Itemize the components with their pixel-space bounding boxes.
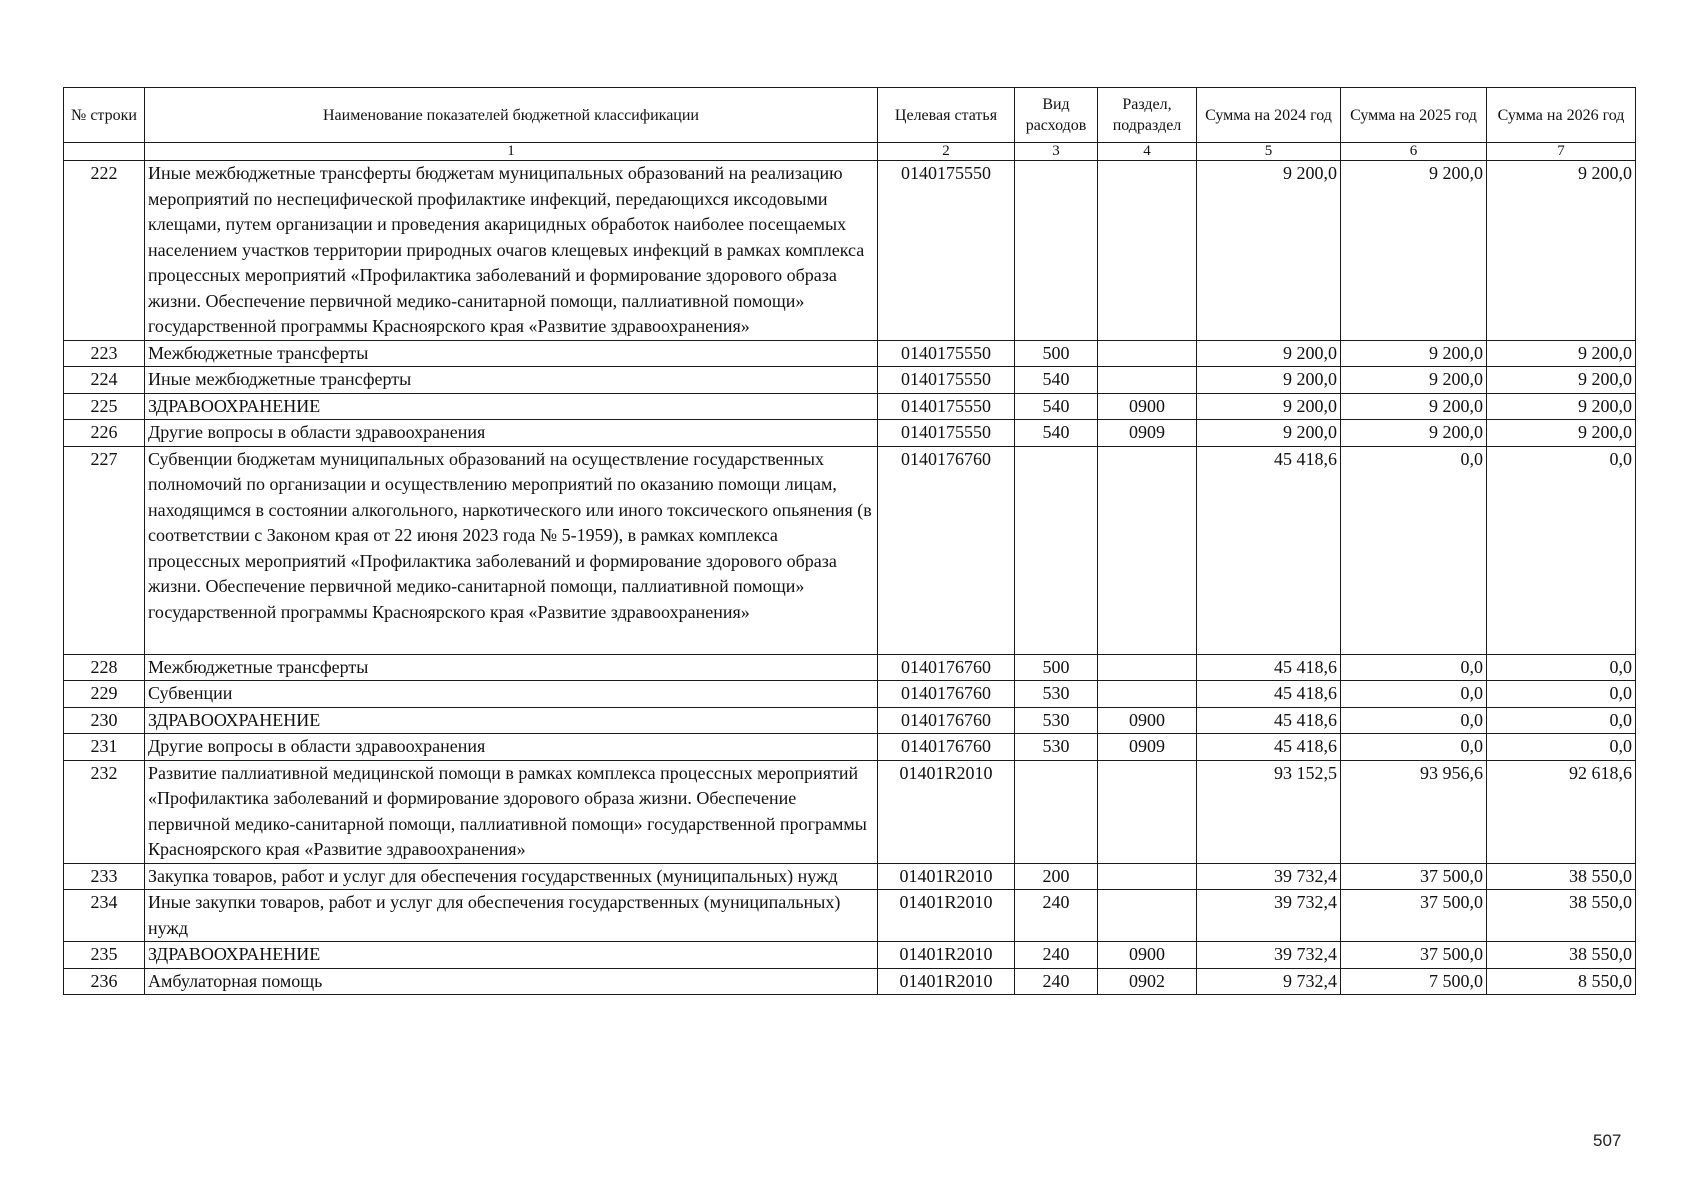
row-number-cell: 235 bbox=[64, 942, 145, 969]
sum-2026-cell: 9 200,0 bbox=[1487, 367, 1636, 394]
sum-2026-cell: 9 200,0 bbox=[1487, 161, 1636, 341]
column-number: 6 bbox=[1341, 143, 1487, 161]
row-number-cell: 236 bbox=[64, 968, 145, 995]
row-number-cell: 224 bbox=[64, 367, 145, 394]
sum-2025-cell: 0,0 bbox=[1341, 681, 1487, 708]
header-indicator-name: Наименование показателей бюджетной классификации bbox=[145, 88, 878, 143]
section-cell bbox=[1098, 681, 1197, 708]
sum-2026-cell: 0,0 bbox=[1487, 734, 1636, 761]
sum-2025-cell: 37 500,0 bbox=[1341, 863, 1487, 890]
section-cell: 0909 bbox=[1098, 734, 1197, 761]
table-row bbox=[64, 681, 1636, 708]
section-cell bbox=[1098, 161, 1197, 341]
sum-2026-cell: 9 200,0 bbox=[1487, 420, 1636, 447]
row-number-cell: 222 bbox=[64, 161, 145, 341]
sum-2024-cell: 9 732,4 bbox=[1197, 968, 1341, 995]
target-article-cell: 0140176760 bbox=[878, 446, 1015, 654]
indicator-name-cell: Межбюджетные трансферты bbox=[145, 340, 878, 367]
row-number-cell: 234 bbox=[64, 890, 145, 942]
header-expense-type: Вид расходов bbox=[1015, 88, 1098, 143]
indicator-name-cell: ЗДРАВООХРАНЕНИЕ bbox=[145, 393, 878, 420]
target-article-cell: 01401R2010 bbox=[878, 760, 1015, 863]
indicator-name-cell: Субвенции бюджетам муниципальных образований на осуществление государственных полномочий по организации и осуществлению мероприятий по оказанию помощи лицам, находящимся в состоянии алкогольного, наркотического или иного токсического опьянения (в соответствии с Законом края от 22 июня 2023 года № 5-1959), в рамках комплекса процессных мероприятий «Профилактика заболеваний и формирование здорового образа жизни. Обеспечение первичной медико-санитарной помощи, паллиативной помощи» государственной программы Красноярского края «Развитие здравоохранения» bbox=[145, 446, 878, 654]
expense-type-cell bbox=[1015, 760, 1098, 863]
table-row bbox=[64, 890, 1636, 942]
header-target-article: Целевая статья bbox=[878, 88, 1015, 143]
section-cell: 0909 bbox=[1098, 420, 1197, 447]
budget-table bbox=[63, 87, 1636, 995]
expense-type-cell bbox=[1015, 446, 1098, 654]
header-row-number: № строки bbox=[64, 88, 145, 143]
table-row bbox=[64, 707, 1636, 734]
indicator-name-cell: ЗДРАВООХРАНЕНИЕ bbox=[145, 942, 878, 969]
table-row bbox=[64, 863, 1636, 890]
expense-type-cell bbox=[1015, 161, 1098, 341]
table-header-row bbox=[64, 88, 1636, 143]
sum-2025-cell: 0,0 bbox=[1341, 707, 1487, 734]
sum-2024-cell: 39 732,4 bbox=[1197, 890, 1341, 942]
expense-type-cell: 240 bbox=[1015, 942, 1098, 969]
row-number-cell: 230 bbox=[64, 707, 145, 734]
sum-2025-cell: 9 200,0 bbox=[1341, 367, 1487, 394]
sum-2026-cell: 0,0 bbox=[1487, 681, 1636, 708]
table-row bbox=[64, 446, 1636, 654]
sum-2025-cell: 0,0 bbox=[1341, 446, 1487, 654]
sum-2024-cell: 45 418,6 bbox=[1197, 707, 1341, 734]
expense-type-cell: 240 bbox=[1015, 890, 1098, 942]
column-number: 4 bbox=[1098, 143, 1197, 161]
header-sum-2024: Сумма на 2024 год bbox=[1197, 88, 1341, 143]
row-number-cell: 227 bbox=[64, 446, 145, 654]
sum-2026-cell: 0,0 bbox=[1487, 707, 1636, 734]
row-number-cell: 223 bbox=[64, 340, 145, 367]
column-number: 7 bbox=[1487, 143, 1636, 161]
section-cell: 0900 bbox=[1098, 942, 1197, 969]
column-number: 1 bbox=[145, 143, 878, 161]
sum-2024-cell: 9 200,0 bbox=[1197, 420, 1341, 447]
sum-2026-cell: 0,0 bbox=[1487, 654, 1636, 681]
sum-2024-cell: 9 200,0 bbox=[1197, 161, 1341, 341]
page-number: 507 bbox=[1593, 1131, 1622, 1150]
row-number-cell: 229 bbox=[64, 681, 145, 708]
row-number-cell: 225 bbox=[64, 393, 145, 420]
sum-2026-cell: 0,0 bbox=[1487, 446, 1636, 654]
sum-2026-cell: 8 550,0 bbox=[1487, 968, 1636, 995]
sum-2024-cell: 45 418,6 bbox=[1197, 654, 1341, 681]
sum-2026-cell: 9 200,0 bbox=[1487, 393, 1636, 420]
target-article-cell: 01401R2010 bbox=[878, 968, 1015, 995]
target-article-cell: 01401R2010 bbox=[878, 942, 1015, 969]
sum-2025-cell: 37 500,0 bbox=[1341, 890, 1487, 942]
expense-type-cell: 500 bbox=[1015, 340, 1098, 367]
row-number-cell: 228 bbox=[64, 654, 145, 681]
sum-2026-cell: 38 550,0 bbox=[1487, 942, 1636, 969]
section-cell bbox=[1098, 340, 1197, 367]
expense-type-cell: 530 bbox=[1015, 681, 1098, 708]
expense-type-cell: 530 bbox=[1015, 734, 1098, 761]
header-sum-2025: Сумма на 2025 год bbox=[1341, 88, 1487, 143]
table-row bbox=[64, 393, 1636, 420]
sum-2025-cell: 37 500,0 bbox=[1341, 942, 1487, 969]
sum-2024-cell: 45 418,6 bbox=[1197, 681, 1341, 708]
sum-2024-cell: 45 418,6 bbox=[1197, 734, 1341, 761]
section-cell: 0902 bbox=[1098, 968, 1197, 995]
indicator-name-cell: Развитие паллиативной медицинской помощи в рамках комплекса процессных мероприятий «Профилактика заболеваний и формирование здорового образа жизни. Обеспечение первичной медико-санитарной помощи, паллиативной помощи» государственной программы Красноярского края «Развитие здравоохранения» bbox=[145, 760, 878, 863]
sum-2024-cell: 39 732,4 bbox=[1197, 863, 1341, 890]
sum-2024-cell: 45 418,6 bbox=[1197, 446, 1341, 654]
table-row bbox=[64, 968, 1636, 995]
expense-type-cell: 540 bbox=[1015, 420, 1098, 447]
row-number-cell: 233 bbox=[64, 863, 145, 890]
row-number-cell: 231 bbox=[64, 734, 145, 761]
indicator-name-cell: Субвенции bbox=[145, 681, 878, 708]
section-cell bbox=[1098, 863, 1197, 890]
indicator-name-cell: Другие вопросы в области здравоохранения bbox=[145, 734, 878, 761]
column-number-row bbox=[64, 143, 1636, 161]
sum-2024-cell: 9 200,0 bbox=[1197, 393, 1341, 420]
target-article-cell: 01401R2010 bbox=[878, 890, 1015, 942]
column-number-empty bbox=[64, 143, 145, 161]
header-sum-2026: Сумма на 2026 год bbox=[1487, 88, 1636, 143]
sum-2026-cell: 38 550,0 bbox=[1487, 890, 1636, 942]
target-article-cell: 0140176760 bbox=[878, 707, 1015, 734]
table-row bbox=[64, 161, 1636, 341]
row-number-cell: 226 bbox=[64, 420, 145, 447]
table-row bbox=[64, 760, 1636, 863]
section-cell bbox=[1098, 654, 1197, 681]
expense-type-cell: 200 bbox=[1015, 863, 1098, 890]
table-row bbox=[64, 420, 1636, 447]
target-article-cell: 0140175550 bbox=[878, 161, 1015, 341]
table-row bbox=[64, 942, 1636, 969]
sum-2026-cell: 92 618,6 bbox=[1487, 760, 1636, 863]
table-row bbox=[64, 340, 1636, 367]
row-number-cell: 232 bbox=[64, 760, 145, 863]
indicator-name-cell: Другие вопросы в области здравоохранения bbox=[145, 420, 878, 447]
indicator-name-cell: Межбюджетные трансферты bbox=[145, 654, 878, 681]
indicator-name-cell: Иные закупки товаров, работ и услуг для обеспечения государственных (муниципальных) нужд bbox=[145, 890, 878, 942]
expense-type-cell: 240 bbox=[1015, 968, 1098, 995]
target-article-cell: 01401R2010 bbox=[878, 863, 1015, 890]
target-article-cell: 0140175550 bbox=[878, 340, 1015, 367]
target-article-cell: 0140175550 bbox=[878, 393, 1015, 420]
column-number: 3 bbox=[1015, 143, 1098, 161]
indicator-name-cell: Амбулаторная помощь bbox=[145, 968, 878, 995]
sum-2026-cell: 38 550,0 bbox=[1487, 863, 1636, 890]
table-row bbox=[64, 734, 1636, 761]
sum-2024-cell: 9 200,0 bbox=[1197, 367, 1341, 394]
sum-2025-cell: 9 200,0 bbox=[1341, 161, 1487, 341]
expense-type-cell: 540 bbox=[1015, 393, 1098, 420]
sum-2026-cell: 9 200,0 bbox=[1487, 340, 1636, 367]
indicator-name-cell: Иные межбюджетные трансферты бюджетам муниципальных образований на реализацию мероприятий по неспецифической профилактике инфекций, передающихся иксодовыми клещами, путем организации и проведения акарицидных обработок наиболее посещаемых населением участков территории природных очагов клещевых инфекций в рамках комплекса процессных мероприятий «Профилактика заболеваний и формирование здорового образа жизни. Обеспечение первичной медико-санитарной помощи, паллиативной помощи» государственной программы Красноярского края «Развитие здравоохранения» bbox=[145, 161, 878, 341]
column-number: 5 bbox=[1197, 143, 1341, 161]
target-article-cell: 0140176760 bbox=[878, 654, 1015, 681]
budget-sheet bbox=[63, 87, 1635, 995]
sum-2025-cell: 7 500,0 bbox=[1341, 968, 1487, 995]
sum-2025-cell: 9 200,0 bbox=[1341, 393, 1487, 420]
table-row bbox=[64, 654, 1636, 681]
section-cell bbox=[1098, 367, 1197, 394]
indicator-name-cell: Закупка товаров, работ и услуг для обеспечения государственных (муниципальных) нужд bbox=[145, 863, 878, 890]
indicator-name-cell: Иные межбюджетные трансферты bbox=[145, 367, 878, 394]
column-number: 2 bbox=[878, 143, 1015, 161]
sum-2024-cell: 39 732,4 bbox=[1197, 942, 1341, 969]
section-cell: 0900 bbox=[1098, 707, 1197, 734]
sum-2025-cell: 9 200,0 bbox=[1341, 340, 1487, 367]
sum-2025-cell: 93 956,6 bbox=[1341, 760, 1487, 863]
table-row bbox=[64, 367, 1636, 394]
section-cell bbox=[1098, 760, 1197, 863]
sum-2024-cell: 9 200,0 bbox=[1197, 340, 1341, 367]
header-section: Раздел, подраздел bbox=[1098, 88, 1197, 143]
sum-2025-cell: 0,0 bbox=[1341, 734, 1487, 761]
target-article-cell: 0140176760 bbox=[878, 734, 1015, 761]
section-cell bbox=[1098, 890, 1197, 942]
expense-type-cell: 500 bbox=[1015, 654, 1098, 681]
target-article-cell: 0140175550 bbox=[878, 420, 1015, 447]
sum-2025-cell: 9 200,0 bbox=[1341, 420, 1487, 447]
target-article-cell: 0140176760 bbox=[878, 681, 1015, 708]
indicator-name-cell: ЗДРАВООХРАНЕНИЕ bbox=[145, 707, 878, 734]
expense-type-cell: 530 bbox=[1015, 707, 1098, 734]
sum-2024-cell: 93 152,5 bbox=[1197, 760, 1341, 863]
expense-type-cell: 540 bbox=[1015, 367, 1098, 394]
target-article-cell: 0140175550 bbox=[878, 367, 1015, 394]
section-cell: 0900 bbox=[1098, 393, 1197, 420]
sum-2025-cell: 0,0 bbox=[1341, 654, 1487, 681]
section-cell bbox=[1098, 446, 1197, 654]
